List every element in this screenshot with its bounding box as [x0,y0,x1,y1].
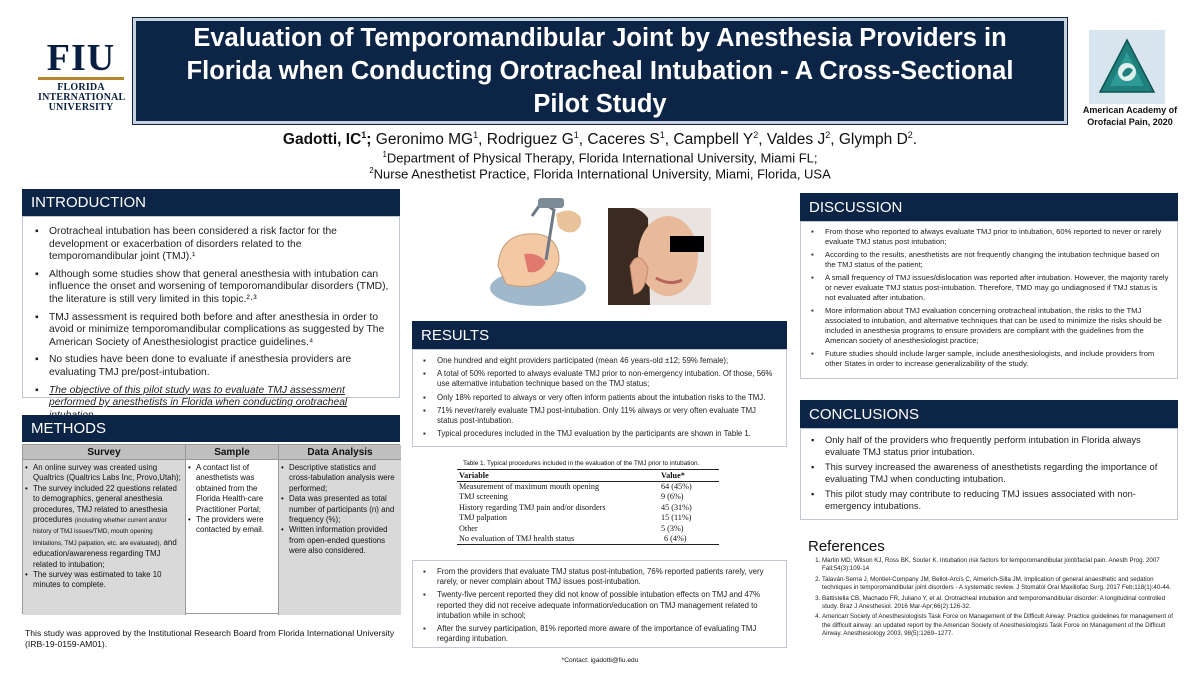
fiu-logo-mark: FIU [38,40,124,80]
references-heading: References [808,538,885,555]
references-list [808,557,1178,641]
table-row: No evaluation of TMJ health status 6 (4%) [457,534,719,545]
triangle-emblem-icon [1089,30,1165,104]
conclusions-heading-text: CONCLUSIONS [809,405,920,423]
table-header-variable: Variable [457,470,659,482]
list-item: ▪ A small frequency of TMJ issues/dislocation was reported after intubation. However, the majority rarely or never evaluate TMJ status post-intubation. Therefore, TMD may go undiagnosed if TMJ status is not evaluated after intubation. [809,273,1169,303]
conclusions-list [801,429,1177,512]
list-item: ▪ A total of 50% reported to always evaluate TMJ prior to non-emergency intubation. Of those, 56% use alternative intubation technique based on the TMJ status; [421,369,778,389]
results-heading [412,321,787,349]
results-list-2 [413,561,786,644]
methods-survey-cell [23,460,186,615]
table-row: History regarding TMJ pain and/or disorders 45 (31%) [459,502,692,512]
table-row: Other 5 (3%) [459,523,684,533]
jaw-pain-photo-svg [608,208,711,305]
list-item: ▪ Typical procedures included in the TMJ evaluation by the participants are shown in Table 1. [421,429,778,439]
list-item: ▪ Only half of the providers who frequently perform intubation in Florida always evaluate TMJ status prior intubation. [809,434,1169,458]
results-heading-text: RESULTS [421,326,490,344]
results-body-bottom [412,560,787,648]
list-item: • An online survey was created using Qualtrics (Qualtrics Labs Inc, Provo,Utah); [25,463,182,484]
poster-title: Evaluation of Temporomandibular Joint by Anesthesia Providers in Florida when Conducting Orotracheal Intubation - A Cross-Sectional Pilot Study [186,23,1014,118]
intubation-illustration [480,196,590,311]
fiu-logo-line-1: FLORIDA [57,82,105,93]
list-item: • The survey was estimated to take 10 minutes to complete. [25,570,182,591]
fiu-logo [38,37,126,113]
author: Caceres $S^1$, [587,130,674,149]
methods-analysis-cell [279,460,401,615]
study-objective: ▪ The objective of this pilot study was to evaluate TMJ assessment performed by anesthetists in Florida when conducting orotracheal [33,385,389,423]
fiu-logo-line-2: INTERNATIONAL [38,92,126,103]
discussion-heading [800,193,1178,221]
list-item: ▪ TMJ assessment is required both before and after anesthesia in order to avoid or minimize temporomandibular complications as suggested by The American Society of Anesthesiologist practice guidelines.⁴ [33,312,389,350]
table-row: TMJ palpation 15 (11%) [459,513,692,523]
methods-sample-cell [186,460,279,615]
list-item: ▪ According to the results, anesthetists are not frequently changing the intubation technique based on the TMJ status of the patient; [809,250,1169,270]
author: Geronimo $MG^1$, [375,130,487,149]
introduction-heading-text: INTRODUCTION [31,194,146,211]
list-item: ▪ Twenty-five percent reported they did not know of possible intubation effects on TMJ and 47% reported they did not receive adequate information/education on TMJ management related to intubation while in school; [421,590,778,621]
list-item: • Data was presented as total number of participants (n) and frequency (%); [281,494,398,525]
reference-item: 2. Talaván-Serna J, Montiel-Company JM, Bellot-Arcís C, Almerich-Silla JM. Implication of general anaesthetic and sedation techniques in temporomandibular joint disorders - A systematic review. J Stomatol Oral Maxillofac Surg. 2017 Feb;118(1):40-44. [822,576,1178,593]
table-row: Measurement of maximum mouth opening 64 (45%) [459,482,692,491]
author: Valdes $J^2$, [766,130,839,149]
discussion-heading-text: DISCUSSION [809,198,903,216]
table-row: TMJ screening 9 (6%) [459,492,684,502]
author: Rodriguez $G^1$, [486,130,588,149]
conclusions-body [800,428,1178,520]
list-item: ▪ After the survey participation, 81% reported more aware of the importance of evaluating TMJ regarding intubation. [421,624,778,644]
list-item: • Descriptive statistics and cross-tabulation analysis were performed; [281,463,398,494]
methods-col-sample: Sample [186,445,279,460]
introduction-list [23,217,399,422]
jaw-pain-photo [608,208,711,305]
list-item: ▪ 71% never/rarely evaluate TMJ post-intubation. Only 11% always or very often evaluate TMJ status post-intubation. [421,406,778,426]
affiliation-2: $^2$Nurse Anesthetist Practice, Florida International University, Miami, Florida, USA [369,166,831,182]
conclusions-heading [800,400,1178,428]
list-item: • The survey included 22 questions related to demographics, general anesthesia procedures, TMJ related to anesthesia procedures (including whether current and/or history of TMJ issues/TMD, mouth opening limitations, TMJ palpation, etc. are evaluated), and education/awareness regarding TMJ related to intubation; [25,484,182,570]
author: Glymph $D^2$. [838,130,918,149]
irb-approval-note: This study was approved by the Institutional Research Board from Florida International University (IRB-19-0159-AM01). [25,628,395,649]
list-item: • Written information provided from open-ended questions were also considered. [281,525,398,556]
reference-item: 3. Battistella CB, Machado FR, Juliano Y, et al. Orotracheal intubation and temporomandibular disorder: A longitudinal controlled study. Braz J Anesthesiol. 2016 Mar-Apr;66(2):126-32. [822,595,1178,612]
introduction-body [22,216,400,409]
methods-heading-text: METHODS [31,420,106,437]
table-header-value: Value* [659,470,719,482]
author: Campbell $Y^2$, [673,130,767,149]
list-item: ▪ Although some studies show that general anesthesia with intubation can influence the onset and worsening of temporomandibular disorders (TMD), the literature is still very limited in this topic.²·³ [33,269,389,307]
discussion-list [801,222,1177,369]
introduction-heading [22,189,400,216]
methods-col-analysis: Data Analysis [279,445,401,460]
list-item: ▪ One hundred and eight providers participated (mean 46 years-old ±12; 59% female); [421,356,778,366]
list-item: ▪ This pilot study may contribute to reducing TMJ issues associated with non-emergency intubations. [809,488,1169,512]
methods-heading [22,415,400,442]
list-item: ▪ This survey increased the awareness of anesthetists regarding the importance of evaluating TMJ when conducting intubation. [809,461,1169,485]
discussion-body [800,221,1178,379]
list-item: ▪ Future studies should include larger sample, include anesthesiologists, and include providers from other States in order to increase generalizability of the study. [809,349,1169,369]
list-item: ▪ Only 18% reported to always or very often inform patients about the intubation risks to the TMJ. [421,393,778,403]
results-body-top [412,349,787,447]
author-line [0,130,1200,149]
lead-author: Gadotti, $IC^1$; [282,130,372,149]
table-caption: Table 1. Typical procedures included in the evaluation of the TMJ prior to intubation. [463,460,700,467]
aaop-caption: American Academy of Orofacial Pain, 2020 [1082,105,1178,127]
methods-col-survey: Survey [23,445,186,460]
aaop-emblem-svg [1096,36,1158,98]
list-item: ▪ No studies have been done to evaluate if anesthesia providers are evaluating TMJ pre/post-intubation. [33,354,389,379]
intubation-illustration-svg [480,196,590,311]
list-item: ▪ More information about TMJ evaluation concerning orotracheal intubation, the risks to the TMJ associated to intubation, and alternative techniques that can be used to minimize the risks should be included in anesthesia programs to ensure providers are compliant with the guidelines from the American society of anesthesiologist practice; [809,306,1169,346]
poster-title-banner [133,18,1067,124]
results-list [413,350,786,439]
list-item: • The providers were contacted by email. [188,515,275,536]
list-item: ▪ Orotracheal intubation has been considered a risk factor for the development or exacerbation of disorders related to the temporomandibular joint (TMJ).¹ [33,226,389,264]
procedures-table [457,469,719,545]
list-item: ▪ From those who reported to always evaluate TMJ prior to intubation, 60% reported to never or rarely evaluate TMJ status post intubation; [809,227,1169,247]
methods-table [22,444,400,614]
affiliation-1: $^1$Department of Physical Therapy, Florida International University, Miami FL; [382,150,818,166]
results-table-block [455,460,730,545]
list-item: ▪ From the providers that evaluate TMJ status post-intubation, 76% reported patients rarely, very rarely, or never complain about TMJ issues post-intubation. [421,567,778,587]
list-item: • A contact list of anesthetists was obtained from the Florida Health-care Practitioner Portal; [188,463,275,515]
reference-item: 1. Martin MD, Wilson KJ, Ross BK, Souter K. Intubation risk factors for temporomandibular joint/facial pain. Anesth Prog. 2007 Fall;54(3):109-14 [822,557,1178,574]
fiu-logo-line-3: UNIVERSITY [48,102,114,113]
reference-item: 4. American Society of Anesthesiologists Task Force on Management of the Difficult Airway: Practice guidelines for management of the difficult airway: an updated report by the American Society of Anesthesiologists Task Force on Management of the Difficult Airway. Anesthesiology 2003, 98(5):1269–1277. [822,613,1178,638]
contact-email: *Contact: igadotti@fiu.edu [561,657,639,664]
